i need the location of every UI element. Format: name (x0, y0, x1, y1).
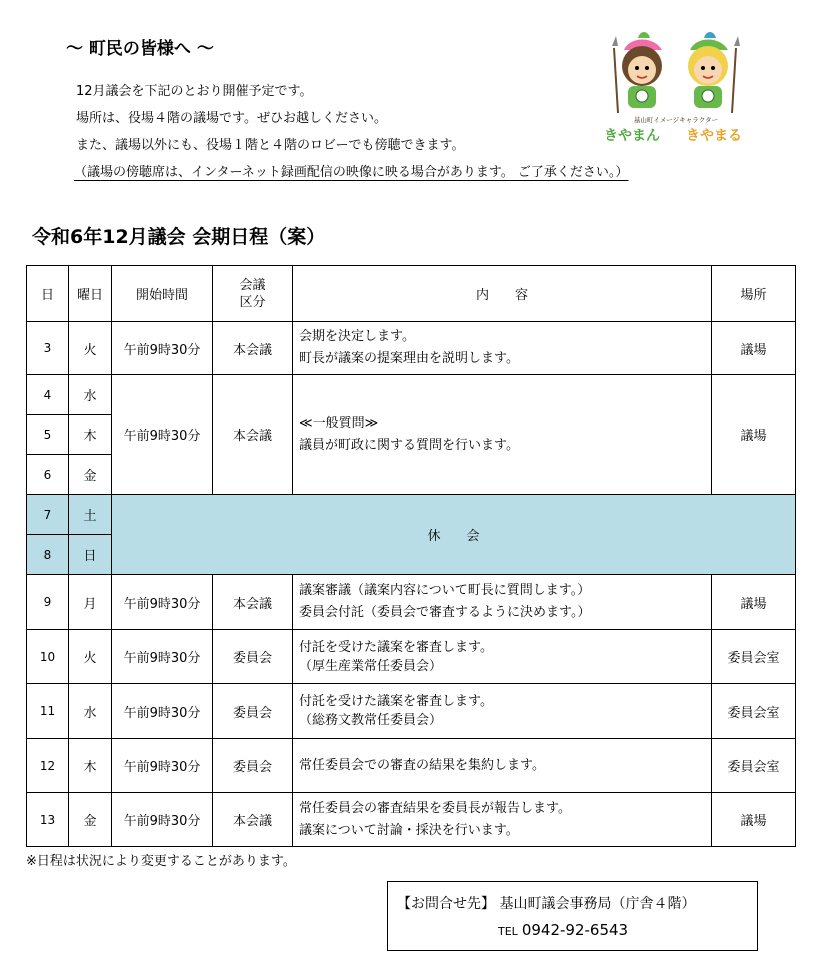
cell-content (293, 575, 712, 630)
cell-start-time: 午前9時30分 (112, 630, 213, 684)
cell-day: 11 (27, 684, 69, 739)
tel-label: TEL (498, 925, 518, 938)
cell-weekday: 水 (69, 684, 112, 739)
holiday-label: 休 会 (112, 495, 796, 575)
table-row (27, 739, 796, 793)
cell-start-time: 午前9時30分 (112, 575, 213, 630)
table-row-holiday (27, 495, 796, 535)
header-weekday: 曜日 (69, 266, 112, 322)
schedule-notice: ※日程は状況により変更することがあります。 (26, 854, 296, 869)
mascot-name-left: きやまん (604, 128, 660, 144)
header-type-line-1: 会議 (239, 277, 266, 293)
contact-phone (498, 921, 628, 939)
cell-weekday: 木 (69, 415, 112, 455)
mascot-caption: 基山町イメージキャラクター (633, 116, 719, 124)
intro-line-2: 場所は、役場４階の議場です。ぜひお越しください。 (76, 111, 387, 126)
cell-place: 議場 (712, 375, 796, 495)
greeting-heading: ～ 町民の皆様へ ～ (66, 39, 214, 59)
mascot-left-figure (612, 32, 662, 113)
content-line-2: （厚生産業常任委員会） (299, 658, 443, 674)
cell-day: 4 (27, 375, 69, 415)
cell-content (293, 793, 712, 847)
cell-start-time: 午前9時30分 (112, 684, 213, 739)
cell-weekday: 土 (69, 495, 112, 535)
tel-number: 0942-92-6543 (521, 921, 629, 939)
header-meeting-type (213, 266, 293, 322)
header-place: 場所 (712, 266, 796, 322)
table-row (27, 630, 796, 684)
content-line-1: 付託を受けた議案を審査します。 (299, 694, 493, 709)
cell-start-time: 午前9時30分 (112, 322, 213, 375)
cell-place: 委員会室 (712, 630, 796, 684)
cell-day: 12 (27, 739, 69, 793)
cell-day: 5 (27, 415, 69, 455)
table-row (27, 375, 796, 415)
cell-weekday: 月 (69, 575, 112, 630)
table-row (27, 793, 796, 847)
table-row (27, 575, 796, 630)
content-line-1: 議案審議（議案内容について町長に質問します。） (299, 583, 591, 598)
table-header-row (27, 266, 796, 322)
cell-day: 9 (27, 575, 69, 630)
contact-office: 【お問合せ先】 基山町議会事務局（庁舎４階） (397, 896, 696, 912)
schedule-title: 令和6年12月議会 会期日程（案） (32, 226, 326, 248)
cell-day: 8 (27, 535, 69, 575)
intro-line-1: 12月議会を下記のとおり開催予定です。 (76, 84, 313, 99)
intro-text (76, 78, 628, 186)
cell-day: 3 (27, 322, 69, 375)
cell-content (293, 739, 712, 793)
content-line-1: 会期を決定します。 (299, 329, 415, 344)
intro-line-3: また、議場以外にも、役場１階と４階のロビーでも傍聴できます。 (76, 138, 465, 153)
cell-place: 委員会室 (712, 739, 796, 793)
table-row (27, 684, 796, 739)
cell-start-time: 午前9時30分 (112, 375, 213, 495)
cell-content (293, 684, 712, 739)
cell-weekday: 火 (69, 322, 112, 375)
cell-place: 議場 (712, 793, 796, 847)
contact-box (387, 881, 758, 951)
cell-meeting-type: 本会議 (213, 322, 293, 375)
cell-weekday: 金 (69, 455, 112, 495)
content-line-2: （総務文教常任委員会） (299, 713, 443, 728)
cell-meeting-type: 委員会 (213, 684, 293, 739)
cell-meeting-type: 本会議 (213, 375, 293, 495)
content-line-2: 委員会付託（委員会で審査するように決めます。） (299, 605, 591, 620)
cell-day: 6 (27, 455, 69, 495)
header-start-time: 開始時間 (112, 266, 213, 322)
header-content: 内 容 (293, 266, 712, 322)
mascot-right-figure (688, 32, 740, 113)
schedule-table (26, 265, 796, 847)
cell-meeting-type: 本会議 (213, 575, 293, 630)
header-day: 日 (27, 266, 69, 322)
cell-place: 議場 (712, 575, 796, 630)
cell-weekday: 水 (69, 375, 112, 415)
content-line-1: ≪一般質問≫ (299, 415, 379, 431)
cell-place: 委員会室 (712, 684, 796, 739)
content-line-1: 付託を受けた議案を審査します。 (299, 639, 493, 655)
cell-content (293, 630, 712, 684)
cell-content (293, 322, 712, 375)
cell-weekday: 金 (69, 793, 112, 847)
cell-start-time: 午前9時30分 (112, 739, 213, 793)
cell-weekday: 木 (69, 739, 112, 793)
content-line-2: 町長が議案の提案理由を説明します。 (299, 351, 519, 366)
cell-meeting-type: 委員会 (213, 739, 293, 793)
content-line-1: 常任委員会での審査の結果を集約します。 (299, 757, 545, 773)
cell-weekday: 日 (69, 535, 112, 575)
cell-meeting-type: 本会議 (213, 793, 293, 847)
mascot-logo (604, 28, 748, 148)
content-line-2: 議案について討論・採決を行います。 (299, 822, 519, 838)
cell-day: 13 (27, 793, 69, 847)
mascot-name-right: きやまる (686, 128, 742, 144)
cell-content (293, 375, 712, 495)
content-line-2: 議員が町政に関する質問を行います。 (299, 437, 519, 453)
cell-meeting-type: 委員会 (213, 630, 293, 684)
cell-start-time: 午前9時30分 (112, 793, 213, 847)
cell-weekday: 火 (69, 630, 112, 684)
cell-day: 10 (27, 630, 69, 684)
header-type-line-2: 区分 (239, 294, 266, 310)
cell-place: 議場 (712, 322, 796, 375)
content-line-1: 常任委員会の審査結果を委員長が報告します。 (299, 800, 571, 816)
intro-note: （議場の傍聴席は、インターネット録画配信の映像に映る場合があります。 ご了承ください。） (74, 165, 629, 180)
cell-day: 7 (27, 495, 69, 535)
table-row (27, 322, 796, 375)
